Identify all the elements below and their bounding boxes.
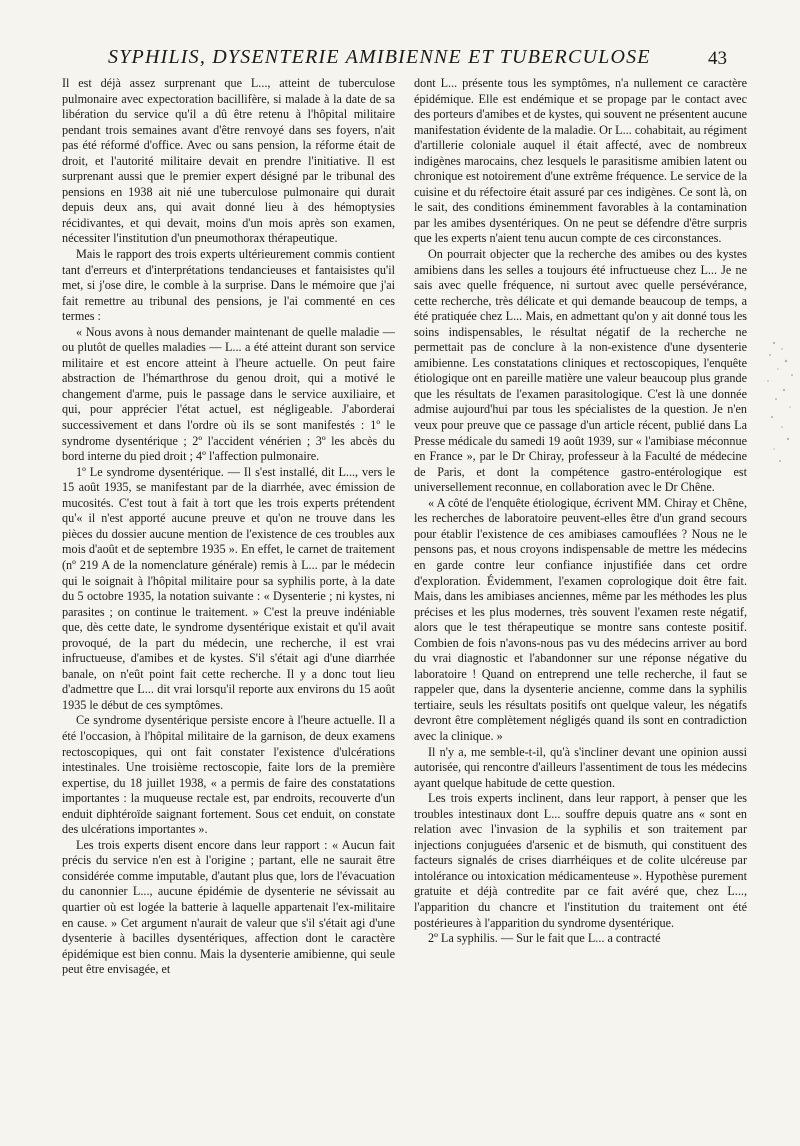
page-number: 43 [708, 48, 727, 69]
paragraph: On pourrait objecter que la recherche des amibes ou des kystes amibiens dans les selles a toujours été infructueuse chez L... Je ne sais avec quelle fréquence, ni surtout avec quelle persévérance, cette recherche, très délicate et qui demande beaucoup de temps, a été pratiquée chez L... Mais, en admettant qu'on y ait donné tous les soins indispensables, le résultat négatif de la recherche ne permettait pas de conclure à la non-existence d'une dysenterie amibienne. Les constatations cliniques et rectoscopiques, l'enquête étiologique ont en pareille matière une valeur beaucoup plus grande que les résultats de l'examen parasitologique. C'est là une donnée admise aujourd'hui par tous les spécialistes de la question. Je n'en veux pour preuve que ce passage d'un article récent, publié dans La Presse médicale du samedi 19 août 1939, sur « l'amibiase méconnue en France », par le Dr Chiray, professeur à la Faculté de médecine de Paris, et dont la compétence gastro-entérologique est universellement reconnue, en collaboration avec le Dr Chêne. [414, 247, 747, 495]
paragraph: Il est déjà assez surprenant que L..., atteint de tuberculose pulmonaire avec expectoration bacillifère, si malade à la date de sa libération du service qu'il a dû être retenu à l'hôpital militaire pendant trois semaines avant d'être renvoyé dans ses foyers, n'ait pas été réformé d'office. Avec ou sans pension, la réforme était de droit, et l'autorité militaire devait en prendre l'initiative. Il est surprenant aussi que le premier expert désigné par le tribunal des pensions en 1938 ait nié une tuberculose pulmonaire qui durait depuis deux ans, qui avait donné lieu à des hémoptysies récidivantes, et qui devait, moins d'un mois après son examen, nécessiter l'institution d'un pneumothorax thérapeutique. [62, 76, 395, 246]
paragraph: « A côté de l'enquête étiologique, écrivent MM. Chiray et Chêne, les recherches de laboratoire peuvent-elles être d'un grand secours pour établir l'existence de ces amibiases camouflées ? Nous ne le pensons pas, et nous croyons indispensable de mettre les médecins en garde contre leur confiance injustifiée dans cet ordre d'exploration. Évidemment, l'examen coprologique doit être fait. Mais, dans les amibiases anciennes, même par les méthodes les plus précises et les plus modernes, très souvent l'examen reste négatif, alors que le test thérapeutique se montre sans conteste positif. Combien de fois n'avons-nous pas vu des médecins arriver au bord du vrai diagnostic et l'abandonner sur une réponse négative du laboratoire ! Quand on entreprend une telle recherche, il faut se rappeler que, dans la dysenterie ancienne, comme dans la syphilis tertiaire, seuls les résultats positifs ont quelque valeur, les négatifs devront être complètement négligés quand ils sont en contradiction avec la clinique. » [414, 495, 747, 743]
running-title: SYPHILIS, DYSENTERIE AMIBIENNE ET TUBERCULOSE [108, 46, 651, 68]
paragraph: Il n'y a, me semble-t-il, qu'à s'incliner devant une opinion aussi autorisée, qui rencontre d'ailleurs l'assentiment de tous les médecins ayant quelque habitude de cette question. [414, 744, 747, 790]
right-column [414, 76, 747, 947]
paragraph: 1º Le syndrome dysentérique. — Il s'est installé, dit L..., vers le 15 août 1935, se manifestant par de la diarrhée, avec émission de mucosités. C'est tout à fait à tort que les trois experts prétendent qu'« il n'est apporté aucune preuve et qu'on ne trouve dans les pièces du dossier aucune mention de l'existence de ces troubles aux mois d'août et de septembre 1935 ». En effet, le carnet de traitement (nº 219 A de la nomenclature générale) remis à L... par le médecin qui le soignait à l'hôpital militaire pour sa syphilis porte, à la date du 5 octobre 1935, la notation suivante : « Dysenterie ; ni kystes, ni parasites ; on continue le traitement. » C'est la preuve indéniable que, dès cette date, le syndrome dysentérique existait et qu'il avait provoqué, de la part du médecin, une recherche, il est vrai infructueuse, d'amibes et de kystes. S'il s'était agi d'une diarrhée banale, on n'eût point fait cette recherche. Il y a donc tout lieu d'admettre que L... dit vrai lorsqu'il reporte aux environs du 15 août 1935 le début de ces symptômes. [62, 464, 395, 712]
paragraph: « Nous avons à nous demander maintenant de quelle maladie — ou plutôt de quelles maladies — L... a été atteint durant son service militaire et est encore atteint à l'heure actuelle. On peut faire abstraction de l'hémarthrose du genou droit, qui a motivé le changement d'arme, puis le passage dans le service auxiliaire, et qui, pour apprécier l'état actuel, est négligeable. J'aborderai successivement et dans l'ordre où ils se sont manifestés : 1º le syndrome dysentérique ; 2º l'accident vénérien ; 3º les abcès du bord interne du pied droit ; 4º l'affection pulmonaire. [62, 324, 395, 464]
page-margin-specks [752, 335, 798, 475]
left-column [62, 76, 395, 978]
paragraph: Ce syndrome dysentérique persiste encore à l'heure actuelle. Il a été l'occasion, à l'hôpital militaire de la garnison, de deux examens rectoscopiques, qui ont fait constater l'existence d'ulcérations intestinales. Une troisième rectoscopie, faite lors de la première expertise, du 18 juillet 1938, « a permis de faire des constatations importantes : la muqueuse rectale est, par endroits, recouverte d'un enduit diphtéroïde saignant fortement. Sous cet enduit, on constate des ulcérations importantes ». [62, 713, 395, 837]
paragraph: Les trois experts disent encore dans leur rapport : « Aucun fait précis du service n'en est à l'origine ; partant, elle ne saurait être considérée comme imputable, d'autant plus que, lors de l'évacuation du canonnier L..., aucune épidémie de dysenterie ne sévissait au quartier où est logée la batterie à laquelle appartenait l'ex-militaire en cause. » Cet argument n'aurait de valeur que s'il s'était agi d'une dysenterie à bacilles dysentériques, affection dont le caractère épidémique est bien connu. Mais la dysenterie amibienne, qui seule peut être envisagée, et [62, 837, 395, 977]
paragraph: dont L... présente tous les symptômes, n'a nullement ce caractère épidémique. Elle est endémique et se propage par le contact avec des porteurs d'amibes et de kystes, qui souvent ne présentent aucune manifestation évidente de la maladie. Or L... cohabitait, au régiment d'artillerie coloniale auquel il était affecté, avec de nombreux indigènes marocains, chez lesquels le parasitisme amibien latent ou chronique est notoirement d'une extrême fréquence. Le service de la cuisine et du réfectoire était assuré par ces indigènes. Ce sont là, on le sait, des conditions éminemment favorables à la contamination par les amibes dysentériques. On ne peut se défendre d'être surpris que les experts n'aient tenu aucun compte de ces circonstances. [414, 76, 747, 246]
paragraph: Les trois experts inclinent, dans leur rapport, à penser que les troubles intestinaux dont L... souffre depuis quatre ans « sont en relation avec l'invasion de la syphilis et son traitement par injections conjuguées d'arsenic et de bismuth, qui constituent des facteurs signalés de crises diarrhéiques et de colite ulcéreuse par intolérance ou intoxication médicamenteuse ». Hypothèse purement gratuite et déjà contredite par ce fait avéré que, chez L..., l'apparition du chancre et l'institution du traitement ont été postérieures à l'apparition du syndrome dysentérique. [414, 791, 747, 930]
paragraph: Mais le rapport des trois experts ultérieurement commis contient tant d'erreurs et d'interprétations tendancieuses et fantaisistes qu'il met, si j'ose dire, le comble à la surprise. Dans le mémoire que j'ai fait remettre au tribunal des pensions, je l'ai commenté en ces termes : [62, 247, 395, 324]
paragraph: 2º La syphilis. — Sur le fait que L... a contracté [428, 931, 661, 946]
